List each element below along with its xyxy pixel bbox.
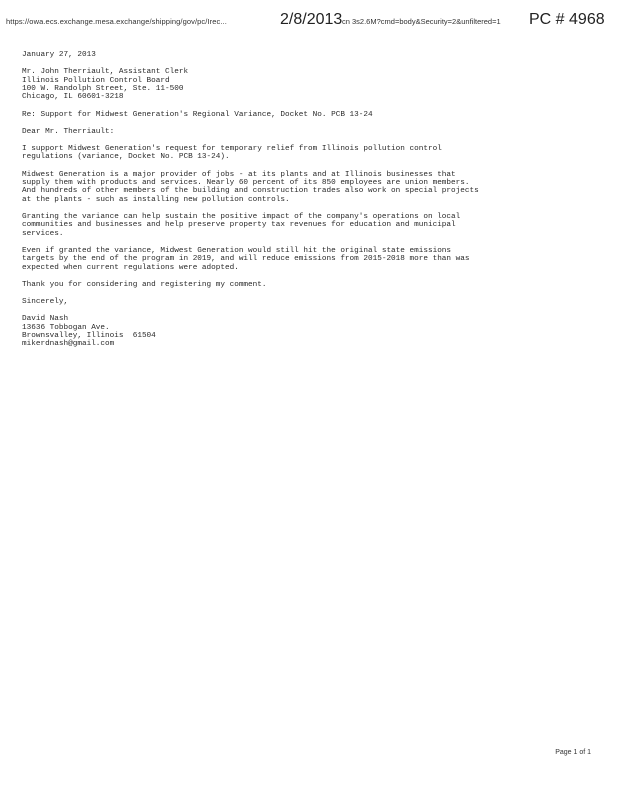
paragraph-line: services. xyxy=(22,229,64,238)
signer-name: David Nash xyxy=(22,315,69,324)
paragraph-line: And hundreds of other members of the building and construction trades also work on special projects xyxy=(22,187,479,196)
paragraph-line: Midwest Generation is a major provider of jobs - at its plants and at Illinois businesses that xyxy=(22,170,456,179)
paragraph-line: at the plants - such as installing new pollution controls. xyxy=(22,195,290,204)
signer-street: 13636 Tobbogan Ave. xyxy=(22,323,110,332)
recipient-address xyxy=(22,68,582,102)
address-line: Mr. John Therriault, Assistant Clerk xyxy=(22,68,189,77)
address-line: 100 W. Randolph Street, Ste. 11-500 xyxy=(22,84,184,93)
paragraph-5 xyxy=(22,281,582,289)
paragraph-3 xyxy=(22,213,582,238)
paragraph-line: supply them with products and services. Nearly 60 percent of its 850 employees are union members. xyxy=(22,178,470,187)
signer-email: mikerdnash@gmail.com xyxy=(22,340,115,349)
stamp-date: 2/8/2013 xyxy=(280,11,343,28)
paragraph-line: Granting the variance can help sustain the positive impact of the company's operations on local xyxy=(22,212,461,221)
letter-body xyxy=(22,51,582,349)
closing: Sincerely, xyxy=(22,297,69,306)
pc-number: PC # 4968 xyxy=(529,11,605,28)
paragraph-line: I support Midwest Generation's request for temporary relief from Illinois pollution control xyxy=(22,144,442,153)
paragraph-2 xyxy=(22,171,582,205)
letter-date: January 27, 2013 xyxy=(22,51,96,59)
paragraph-line: expected when current regulations were adopted. xyxy=(22,263,239,272)
salutation: Dear Mr. Therriault: xyxy=(22,127,115,136)
paragraph-4 xyxy=(22,247,582,272)
source-url-query: cn 3s2.6M?cmd=body&Security=2&unfiltered=1 xyxy=(342,17,501,26)
paragraph-line: communities and businesses and help preserve property tax revenues for education and municipal xyxy=(22,221,456,230)
paragraph-line: Thank you for considering and registering my comment. xyxy=(22,280,267,289)
address-line: Illinois Pollution Control Board xyxy=(22,76,170,85)
page-number: Page 1 of 1 xyxy=(555,749,591,756)
source-url: https://owa.ecs.exchange.mesa.exchange/shipping/gov/pc/Irec... xyxy=(6,17,227,26)
paragraph-line: Even if granted the variance, Midwest Generation would still hit the original state emissions xyxy=(22,246,452,255)
address-line: Chicago, IL 60601-3218 xyxy=(22,93,124,102)
subject-line: Re: Support for Midwest Generation's Regional Variance, Docket No. PCB 13-24 xyxy=(22,110,373,119)
signature-block xyxy=(22,315,582,349)
document-header xyxy=(0,0,618,30)
paragraph-line: targets by the end of the program in 2019, and will reduce emissions from 2015-2018 more than was xyxy=(22,255,470,264)
paragraph-line: regulations (variance, Docket No. PCB 13-24). xyxy=(22,153,230,162)
paragraph-1 xyxy=(22,145,582,162)
signer-city: Brownsvalley, Illinois 61504 xyxy=(22,331,156,340)
